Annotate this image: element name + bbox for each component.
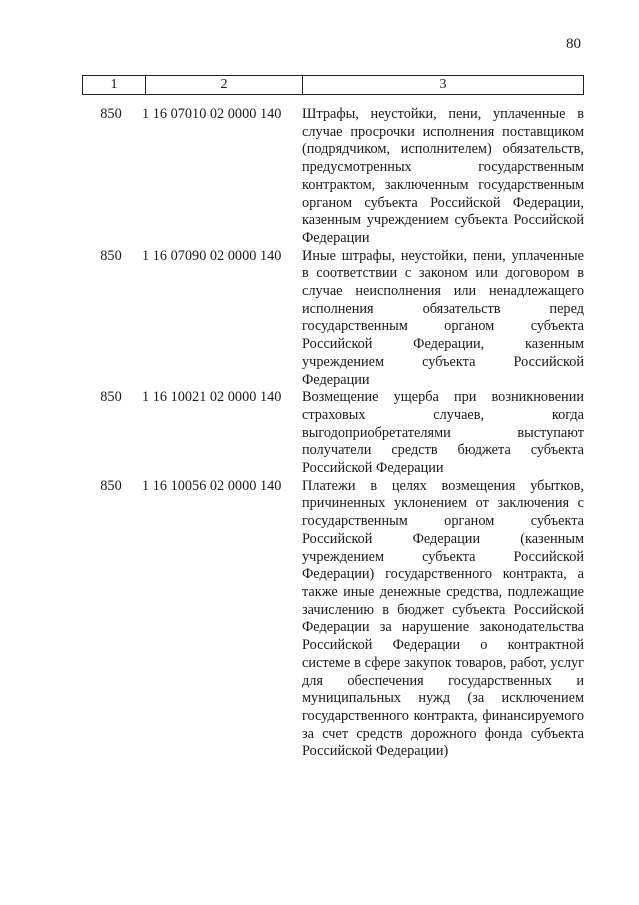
table-row bbox=[82, 248, 584, 390]
kbk-cell: 1 16 10056 02 0000 140 bbox=[142, 477, 282, 494]
kbk-cell: 1 16 07090 02 0000 140 bbox=[142, 247, 282, 264]
admin-code-cell: 850 bbox=[100, 247, 122, 264]
admin-code-cell: 850 bbox=[100, 389, 122, 406]
column-header-row bbox=[83, 76, 584, 95]
admin-code-cell: 850 bbox=[100, 477, 122, 494]
table-row bbox=[82, 389, 584, 478]
column-header-3: 3 bbox=[303, 76, 584, 95]
description-cell: Возмещение ущерба при возникновении страховых случаев, когда выгодоприобретателями выступают получатели средств бюджета субъекта Российской Федерации bbox=[302, 389, 584, 477]
column-header-2: 2 bbox=[146, 76, 303, 95]
admin-code-cell: 850 bbox=[100, 106, 122, 122]
page-number: 80 bbox=[566, 36, 581, 52]
description-cell: Штрафы, неустойки, пени, уплаченные в случае просрочки исполнения поставщиком (подрядчиком, исполнителем) обязательств, предусмотренных государственным контрактом, заключенным государственным органом субъекта Российской Федерации, казенным учреждением субъекта Российской Федерации bbox=[302, 106, 584, 246]
description-cell: Иные штрафы, неустойки, пени, уплаченные в соответствии с законом или договором в случае неисполнения или ненадлежащего исполнения обязательств перед государственным органом субъекта Российской Федерации, казенным учреждением субъекта Российской Федерации bbox=[302, 247, 584, 388]
table-row bbox=[82, 478, 584, 761]
column-header-1: 1 bbox=[83, 76, 146, 95]
table-row bbox=[82, 106, 584, 248]
kbk-cell: 1 16 07010 02 0000 140 bbox=[142, 106, 282, 122]
description-cell: Платежи в целях возмещения убытков, причиненных уклонением от заключения с государственным органом субъекта Российской Федерации (казенным учреждением субъекта Российской Федерации) государственного контракта, а также иные денежные средства, подлежащие зачислению в бюджет субъекта Российской Федерации за нарушение законодательства Российской Федерации о контрактной системе в сфере закупок товаров, работ, услуг для обеспечения государственных и муниципальных нужд (за исключением государственного контракта, финансируемого за счет средств дорожного фонда субъекта Российской Федерации) bbox=[302, 477, 584, 760]
column-header-table bbox=[82, 75, 584, 95]
table-body bbox=[82, 106, 584, 761]
kbk-cell: 1 16 10021 02 0000 140 bbox=[142, 389, 282, 406]
